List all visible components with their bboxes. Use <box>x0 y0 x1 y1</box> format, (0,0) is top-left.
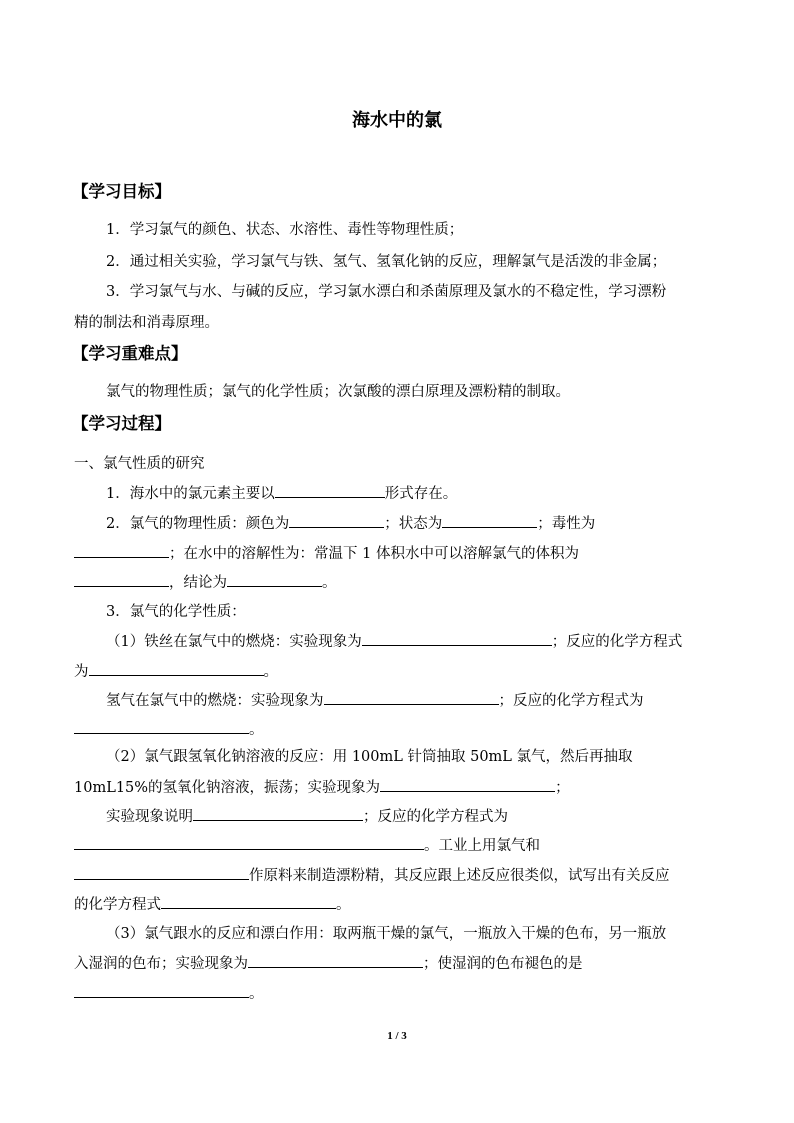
objective-item-3: 3．学习氯气与水、与碱的反应，学习氯水漂白和杀菌原理及氯水的不稳定性，学习漂粉 <box>106 284 667 300</box>
objective-item-1: 1．学习氯气的颜色、状态、水溶性、毒性等物理性质； <box>106 222 464 238</box>
question-2-line-1: 2．氯气的物理性质：颜色为 ；状态为 ；毒性为 <box>106 512 595 533</box>
page-title: 海水中的氯 <box>352 110 442 131</box>
reaction-3-line-1: （3）氯气跟水的反应和漂白作用：取两瓶干燥的氯气，一瓶放入干燥的色布，另一瓶放 <box>106 926 667 942</box>
hydrogen-line-1: 氢气在氯气中的燃烧：实验现象为 ；反应的化学方程式为 <box>106 689 644 710</box>
answer-blank[interactable] <box>227 572 322 587</box>
answer-blank[interactable] <box>289 513 384 528</box>
reaction-1-line-2: 为 。 <box>74 660 278 681</box>
reaction-2-line-5: 作原料来制造漂粉精，其反应跟上述反应很类似，试写出有关反应 <box>74 864 670 885</box>
section-heading-key-points: 【学习重难点】 <box>72 344 188 363</box>
answer-blank[interactable] <box>275 483 385 498</box>
answer-blank[interactable] <box>74 543 169 558</box>
reaction-2-line-4: 。工业上用氯气和 <box>74 834 540 855</box>
answer-blank[interactable] <box>74 835 424 850</box>
answer-blank[interactable] <box>74 983 249 998</box>
question-2-line-3: ，结论为 。 <box>74 571 337 592</box>
answer-blank[interactable] <box>74 865 249 880</box>
question-3: 3．氯气的化学性质： <box>106 604 246 620</box>
reaction-2-line-2: 10mL15%的氢氧化钠溶液，振荡；实验现象为 ； <box>74 776 570 797</box>
reaction-2-line-6: 的化学方程式 。 <box>74 893 351 914</box>
answer-blank[interactable] <box>74 719 249 734</box>
section-heading-objectives: 【学习目标】 <box>72 182 171 201</box>
reaction-3-line-3: 。 <box>74 982 264 1003</box>
answer-blank[interactable] <box>442 513 537 528</box>
answer-blank[interactable] <box>193 806 363 821</box>
hydrogen-line-2: 。 <box>74 718 264 739</box>
reaction-3-line-2: 入湿润的色布；实验现象为 ；使湿润的色布褪色的是 <box>74 952 583 973</box>
reaction-2-line-1: （2）氯气跟氢氧化钠溶液的反应：用 100mL 针筒抽取 50mL 氯气，然后再抽取 <box>106 749 633 765</box>
answer-blank[interactable] <box>380 777 555 792</box>
reaction-1-line-1: （1）铁丝在氯气中的燃烧：实验现象为 ；反应的化学方程式 <box>106 630 682 651</box>
reaction-2-line-3: 实验现象说明 ；反应的化学方程式为 <box>106 805 508 826</box>
objective-item-2: 2．通过相关实验，学习氯气与铁、氢气、氢氧化钠的反应，理解氯气是活泼的非金属； <box>106 254 667 270</box>
answer-blank[interactable] <box>248 953 423 968</box>
answer-blank[interactable] <box>362 631 552 646</box>
objective-item-3-cont: 精的制法和消毒原理。 <box>74 315 219 331</box>
question-1: 1．海水中的氯元素主要以 形式存在。 <box>106 482 457 503</box>
page-number: 1 / 3 <box>387 1030 407 1042</box>
key-points-text: 氯气的物理性质；氯气的化学性质；次氯酸的漂白原理及漂粉精的制取。 <box>106 384 570 400</box>
answer-blank[interactable] <box>161 894 336 909</box>
question-2-line-2: ；在水中的溶解性为：常温下 1 体积水中可以溶解氯气的体积为 <box>74 542 579 563</box>
answer-blank[interactable] <box>89 661 264 676</box>
part-1-title: 一、氯气性质的研究 <box>74 456 205 472</box>
section-heading-process: 【学习过程】 <box>72 414 171 433</box>
answer-blank[interactable] <box>74 572 169 587</box>
answer-blank[interactable] <box>324 690 499 705</box>
